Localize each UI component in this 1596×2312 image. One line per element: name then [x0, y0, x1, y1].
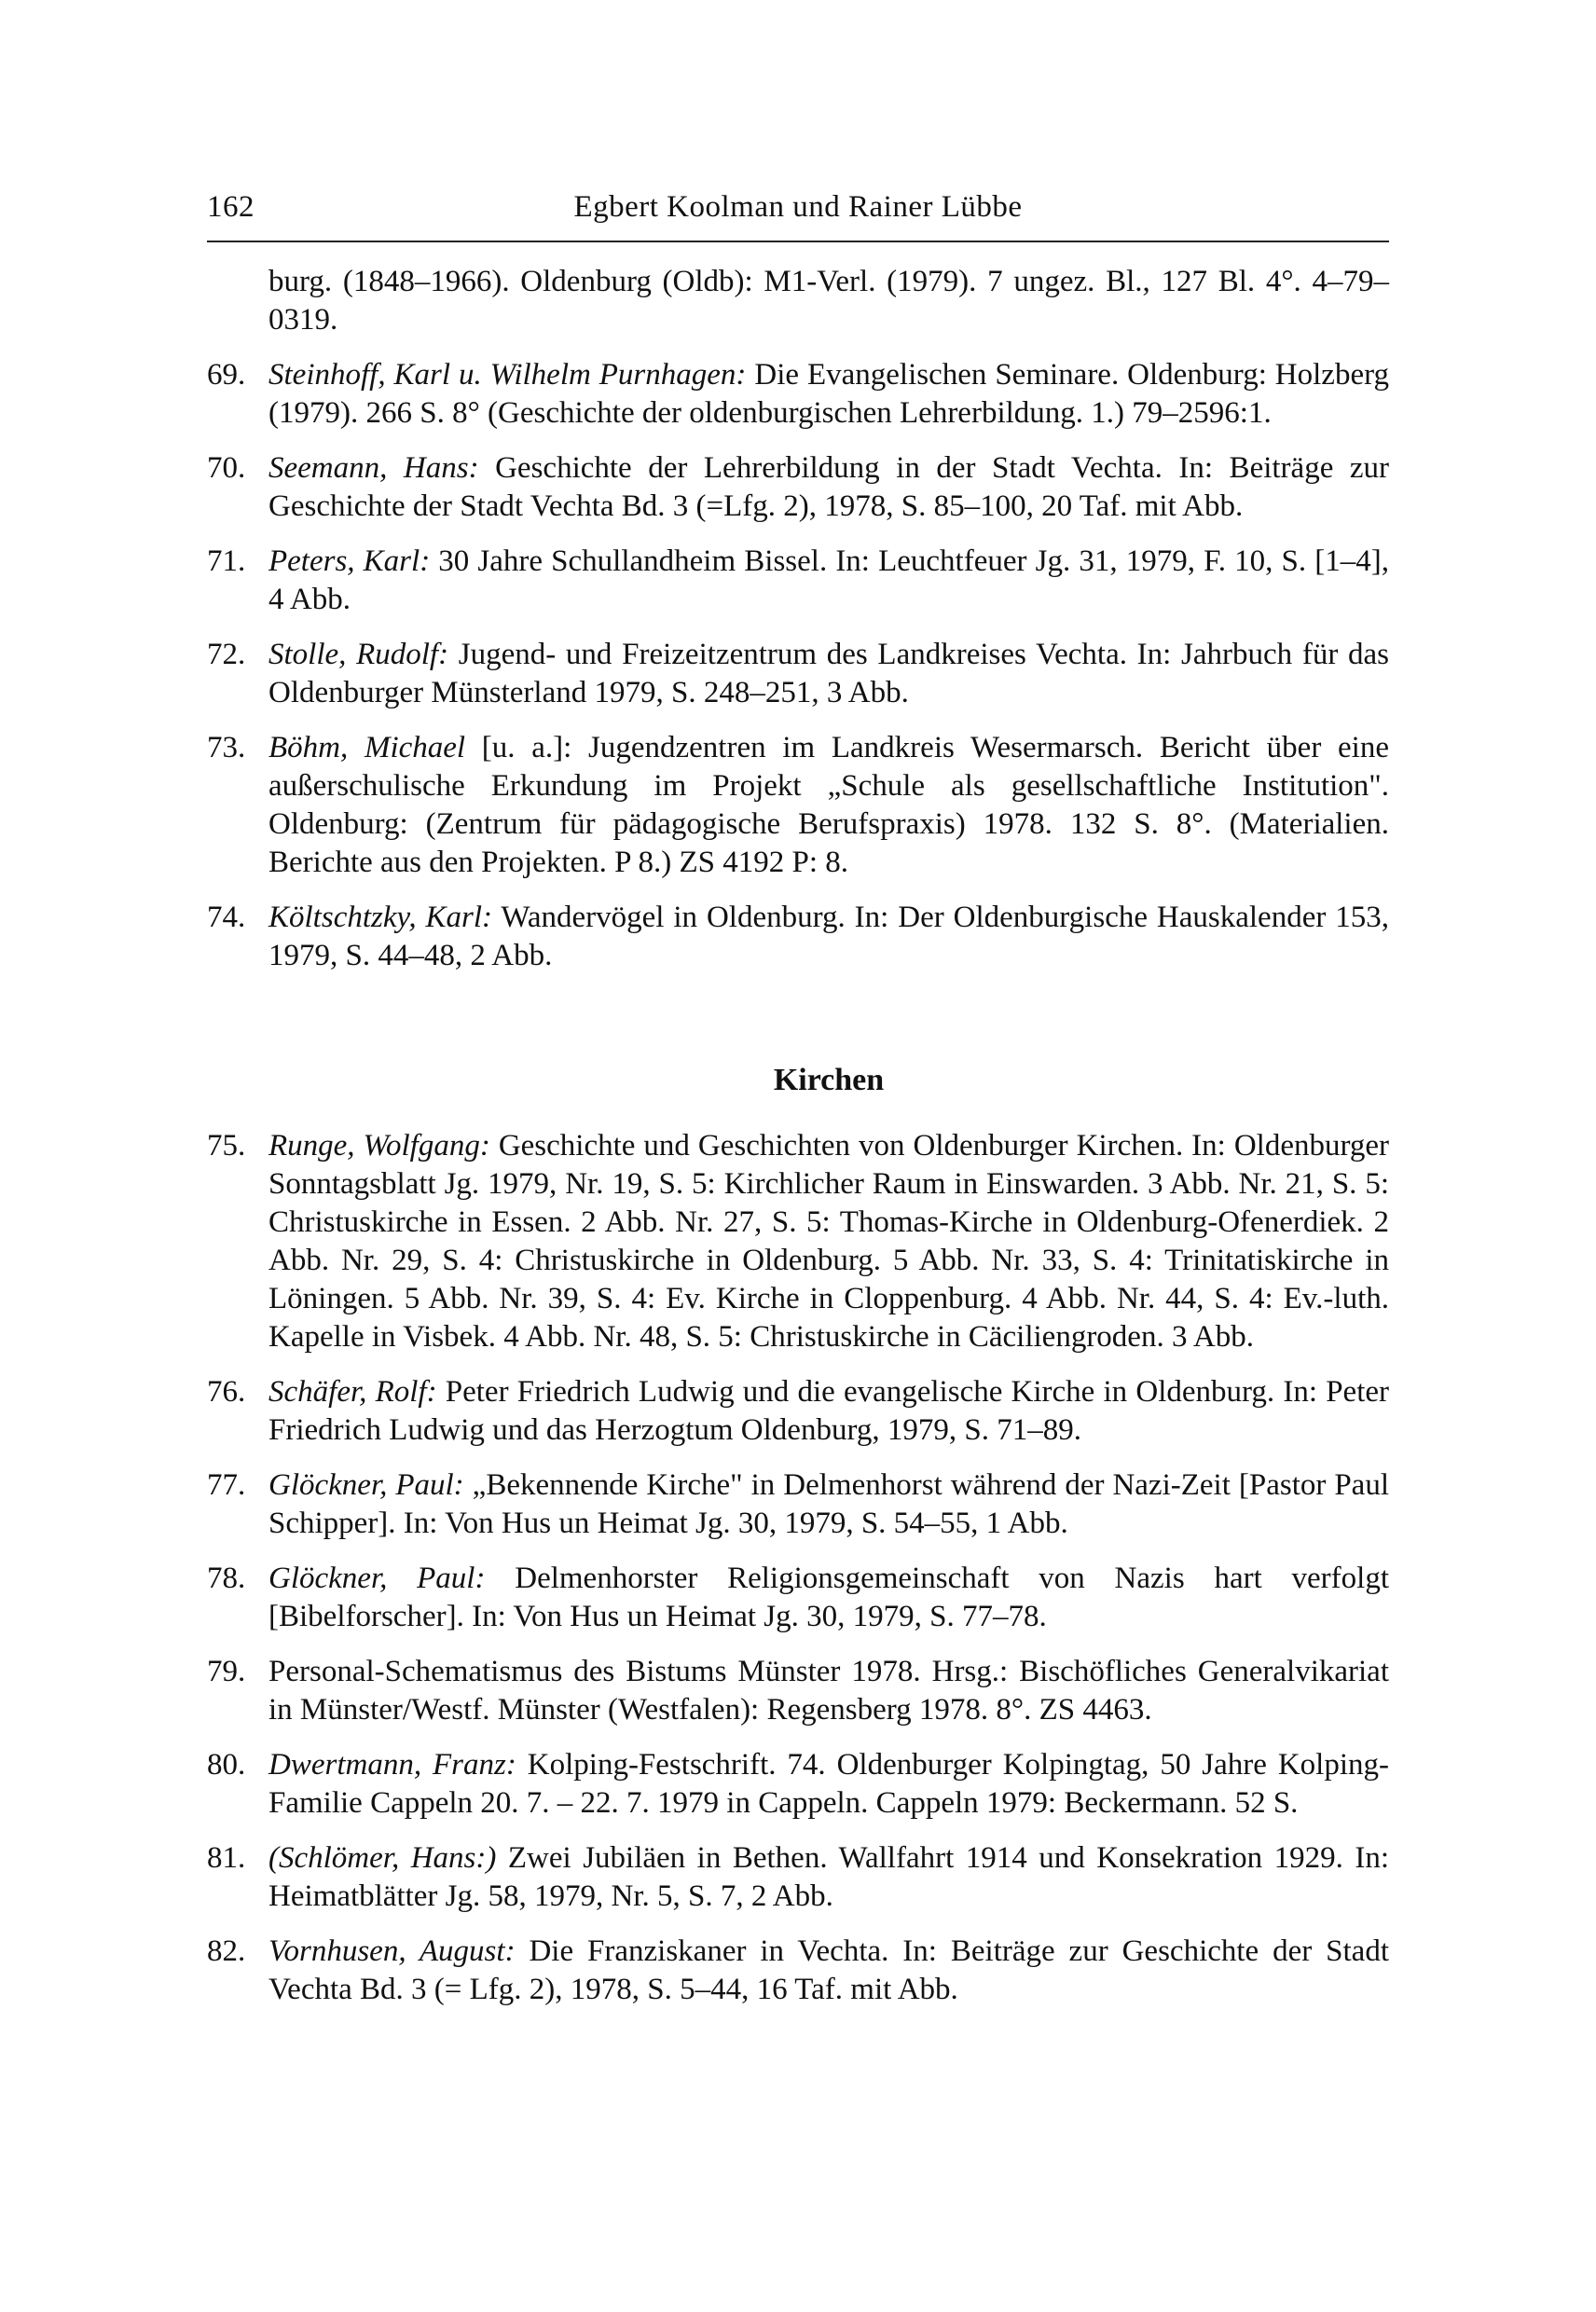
entry-author: Glöckner, Paul:	[268, 1468, 464, 1502]
entry-text: Kolping-Festschrift. 74. Oldenburger Kolpingtag, 50 Jahre Kolping-Familie Cappeln 20. 7. – 22. 7. 1979 in Cappeln. Cappeln 1979: Beckermann. 52 S.	[268, 1748, 1389, 1820]
entry-author: Böhm, Michael	[268, 731, 466, 764]
section-heading: Kirchen	[773, 1063, 885, 1097]
entry-text: Wandervögel in Oldenburg. In: Der Oldenburgische Hauskalender 153, 1979, S. 44–48, 2 Abb.	[268, 901, 1389, 972]
bibliography-entry	[207, 1560, 1389, 1636]
bibliography-entry	[207, 1933, 1389, 2009]
entries-before	[207, 356, 1389, 975]
entry-text: Die Evangelischen Seminare. Oldenburg: Holzberg (1979). 266 S. 8° (Geschichte der oldenburgischen Lehrerbildung. 1.) 79–2596:1.	[268, 358, 1389, 430]
entry-text: „Bekennende Kirche" in Delmenhorst während der Nazi-Zeit [Pastor Paul Schipper]. In: Von Hus un Heimat Jg. 30, 1979, S. 54–55, 1 Abb.	[268, 1468, 1389, 1540]
page-number: 162	[207, 190, 255, 224]
entry-text: Jugend- und Freizeitzentrum des Landkreises Vechta. In: Jahrbuch für das Oldenburger Münsterland 1979, S. 248–251, 3 Abb.	[268, 638, 1389, 709]
entry-number: 82.	[207, 1934, 246, 1968]
entry-number: 74.	[207, 901, 246, 934]
bibliography-entry	[207, 899, 1389, 975]
entry-text: Delmenhorster Religionsgemeinschaft von Nazis hart verfolgt [Bibelforscher]. In: Von Hus un Heimat Jg. 30, 1979, S. 77–78.	[268, 1562, 1389, 1633]
entry-author: Glöckner, Paul:	[268, 1562, 486, 1595]
bibliography-entry	[207, 543, 1389, 619]
entry-text: Personal-Schematismus des Bistums Münster 1978. Hrsg.: Bischöfliches Generalvikariat in Münster/Westf. Münster (Westfalen): Regensberg 1978. 8°. ZS 4463.	[268, 1655, 1389, 1727]
entry-author: Runge, Wolfgang:	[268, 1129, 490, 1163]
entry-author: Steinhoff, Karl u. Wilhelm Purnhagen:	[268, 358, 747, 392]
bibliography-entry	[207, 1746, 1389, 1823]
entry-number: 78.	[207, 1562, 246, 1595]
entry-number: 80.	[207, 1748, 246, 1782]
bibliography-entry	[207, 636, 1389, 712]
entry-text: Peter Friedrich Ludwig und die evangelische Kirche in Oldenburg. In: Peter Friedrich Ludwig und das Herzogtum Oldenburg, 1979, S. 71–89.	[268, 1375, 1389, 1447]
bibliography-entry	[207, 356, 1389, 433]
entry-author: Seemann, Hans:	[268, 451, 479, 485]
entry-text: Die Franziskaner in Vechta. In: Beiträge zur Geschichte der Stadt Vechta Bd. 3 (= Lfg. 2), 1978, S. 5–44, 16 Taf. mit Abb.	[268, 1934, 1389, 2006]
continued-entry: burg. (1848–1966). Oldenburg (Oldb): M1-Verl. (1979). 7 ungez. Bl., 127 Bl. 4°. 4–79–0319.	[268, 265, 1389, 337]
running-head: Egbert Koolman und Rainer Lübbe	[573, 190, 1023, 224]
bibliography-entry	[207, 1653, 1389, 1729]
entry-number: 69.	[207, 358, 246, 392]
bibliography-entry	[207, 1466, 1389, 1543]
entries-after	[207, 1127, 1389, 2009]
entry-number: 81.	[207, 1841, 246, 1875]
bibliography-content	[207, 263, 1389, 2026]
bibliography-entry	[207, 1373, 1389, 1450]
page-header	[207, 186, 1389, 242]
entry-author: Schäfer, Rolf:	[268, 1375, 437, 1409]
entry-text: Zwei Jubiläen in Bethen. Wallfahrt 1914 und Konsekration 1929. In: Heimatblätter Jg. 58, 1979, Nr. 5, S. 7, 2 Abb.	[268, 1841, 1390, 1913]
entry-number: 71.	[207, 544, 246, 578]
bibliography-entry	[207, 729, 1389, 882]
entry-author: Vornhusen, August:	[268, 1934, 516, 1968]
entry-number: 77.	[207, 1468, 246, 1502]
bibliography-entry	[207, 449, 1389, 526]
entry-number: 70.	[207, 451, 246, 485]
entry-author: Dwertmann, Franz:	[268, 1748, 516, 1782]
bibliography-entry	[207, 1839, 1389, 1916]
entry-number: 73.	[207, 731, 246, 764]
entry-number: 76.	[207, 1375, 246, 1409]
entry-number: 79.	[207, 1655, 246, 1688]
entry-number: 75.	[207, 1129, 246, 1163]
entry-text: 30 Jahre Schullandheim Bissel. In: Leuchtfeuer Jg. 31, 1979, F. 10, S. [1–4], 4 Abb.	[268, 544, 1389, 616]
bibliography-entry	[207, 1127, 1389, 1356]
entry-number: 72.	[207, 638, 246, 671]
entry-author: (Schlömer, Hans:)	[268, 1841, 497, 1875]
entry-text: Geschichte der Lehrerbildung in der Stadt Vechta. In: Beiträge zur Geschichte der Stadt Vechta Bd. 3 (=Lfg. 2), 1978, S. 85–100, 20 Taf. mit Abb.	[268, 451, 1390, 523]
entry-author: Stolle, Rudolf:	[268, 638, 449, 671]
entry-author: Költschtzky, Karl:	[268, 901, 493, 934]
entry-text: [u. a.]: Jugendzentren im Landkreis Wesermarsch. Bericht über eine außerschulische Erkundung im Projekt „Schule als gesellschaftliche Institution". Oldenburg: (Zentrum für pädagogische Berufspraxis) 1978. 132 S. 8°. (Materialien. Berichte aus den Projekten. P 8.) ZS 4192 P: 8.	[268, 731, 1389, 879]
entry-author: Peters, Karl:	[268, 544, 431, 578]
entry-text: Geschichte und Geschichten von Oldenburger Kirchen. In: Oldenburger Sonntagsblatt Jg. 1979, Nr. 19, S. 5: Kirchlicher Raum in Einswarden. 3 Abb. Nr. 21, S. 5: Christuskirche in Essen. 2 Abb. Nr. 27, S. 5: Thomas-Kirche in Oldenburg-Ofenerdiek. 2 Abb. Nr. 29, S. 4: Christuskirche in Oldenburg. 5 Abb. Nr. 33, S. 4: Trinitatiskirche in Löningen. 5 Abb. Nr. 39, S. 4: Ev. Kirche in Cloppenburg. 4 Abb. Nr. 44, S. 4: Ev.-luth. Kapelle in Visbek. 4 Abb. Nr. 48, S. 5: Christuskirche in Cäciliengroden. 3 Abb.	[268, 1129, 1390, 1354]
